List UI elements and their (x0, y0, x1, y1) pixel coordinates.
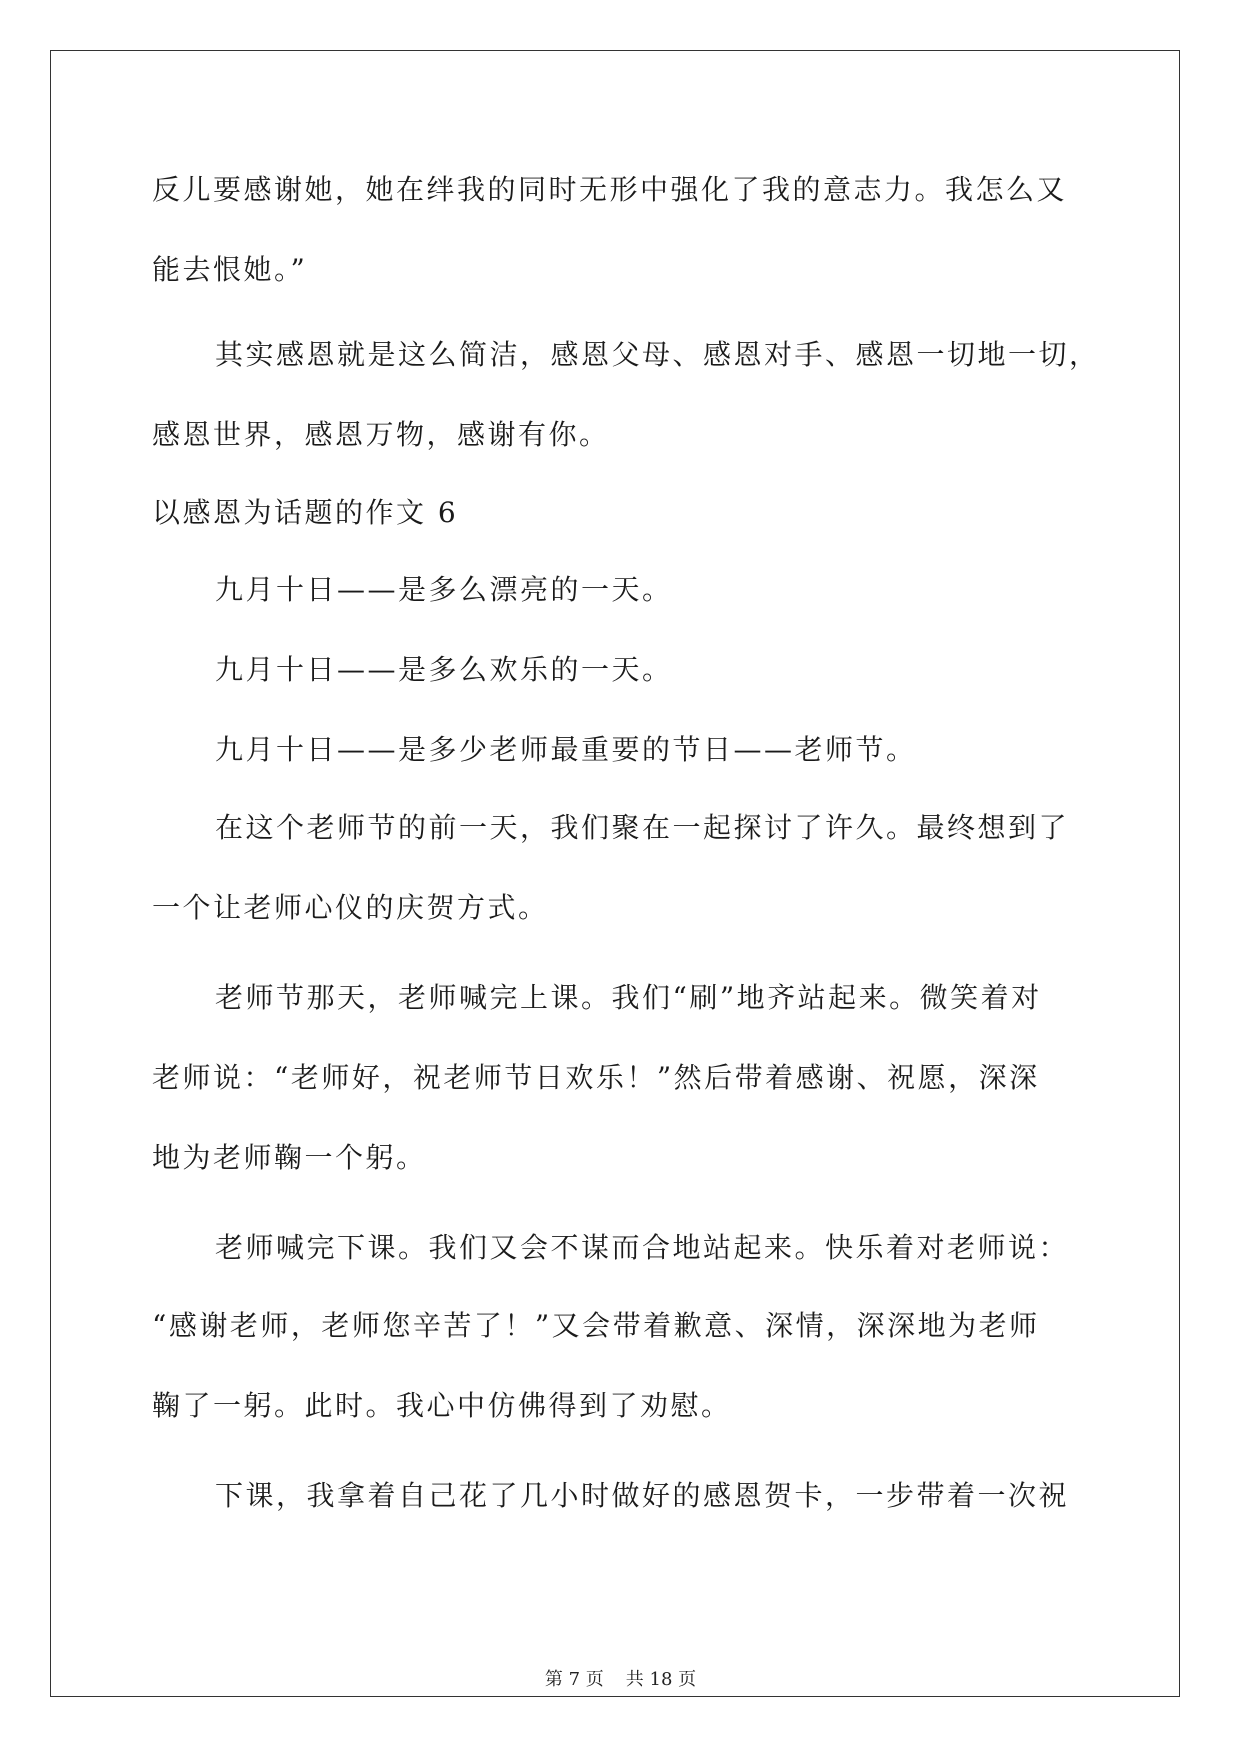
text-line: 老师说：“老师好，祝老师节日欢乐！”然后带着感谢、祝愿，深深 (152, 1061, 1040, 1094)
text-line: 一个让老师心仪的庆贺方式。 (152, 891, 549, 924)
page-total: 共 18 页 (625, 1669, 697, 1690)
text-line: 老师喊完下课。我们又会不谋而合地站起来。快乐着对老师说： (215, 1231, 1070, 1264)
text-line: 感恩世界，感恩万物，感谢有你。 (152, 418, 610, 451)
text-line: 在这个老师节的前一天，我们聚在一起探讨了许久。最终想到了 (215, 811, 1070, 844)
text-line: “感谢老师，老师您辛苦了！”又会带着歉意、深情，深深地为老师 (152, 1309, 1040, 1342)
text-line: 下课，我拿着自己花了几小时做好的感恩贺卡，一步带着一次祝 (215, 1479, 1070, 1512)
text-line: 老师节那天，老师喊完上课。我们“刷”地齐站起来。微笑着对 (215, 981, 1042, 1014)
text-line: 九月十日——是多少老师最重要的节日——老师节。 (215, 733, 917, 766)
text-line: 九月十日——是多么漂亮的一天。 (215, 573, 673, 606)
text-line: 九月十日——是多么欢乐的一天。 (215, 653, 673, 686)
text-line: 鞠了一躬。此时。我心中仿佛得到了劝慰。 (152, 1389, 732, 1422)
section-heading: 以感恩为话题的作文 6 (152, 496, 459, 529)
page-number: 第 7 页 (544, 1669, 604, 1690)
text-line: 能去恨她。” (152, 253, 308, 286)
text-line: 地为老师鞠一个躬。 (152, 1141, 427, 1174)
text-line: 其实感恩就是这么简洁，感恩父母、感恩对手、感恩一切地一切， (215, 338, 1100, 371)
text-line: 反儿要感谢她，她在绊我的同时无形中强化了我的意志力。我怎么又 (152, 173, 1068, 206)
page-footer (0, 1668, 1241, 1692)
page-border (50, 50, 1180, 1697)
